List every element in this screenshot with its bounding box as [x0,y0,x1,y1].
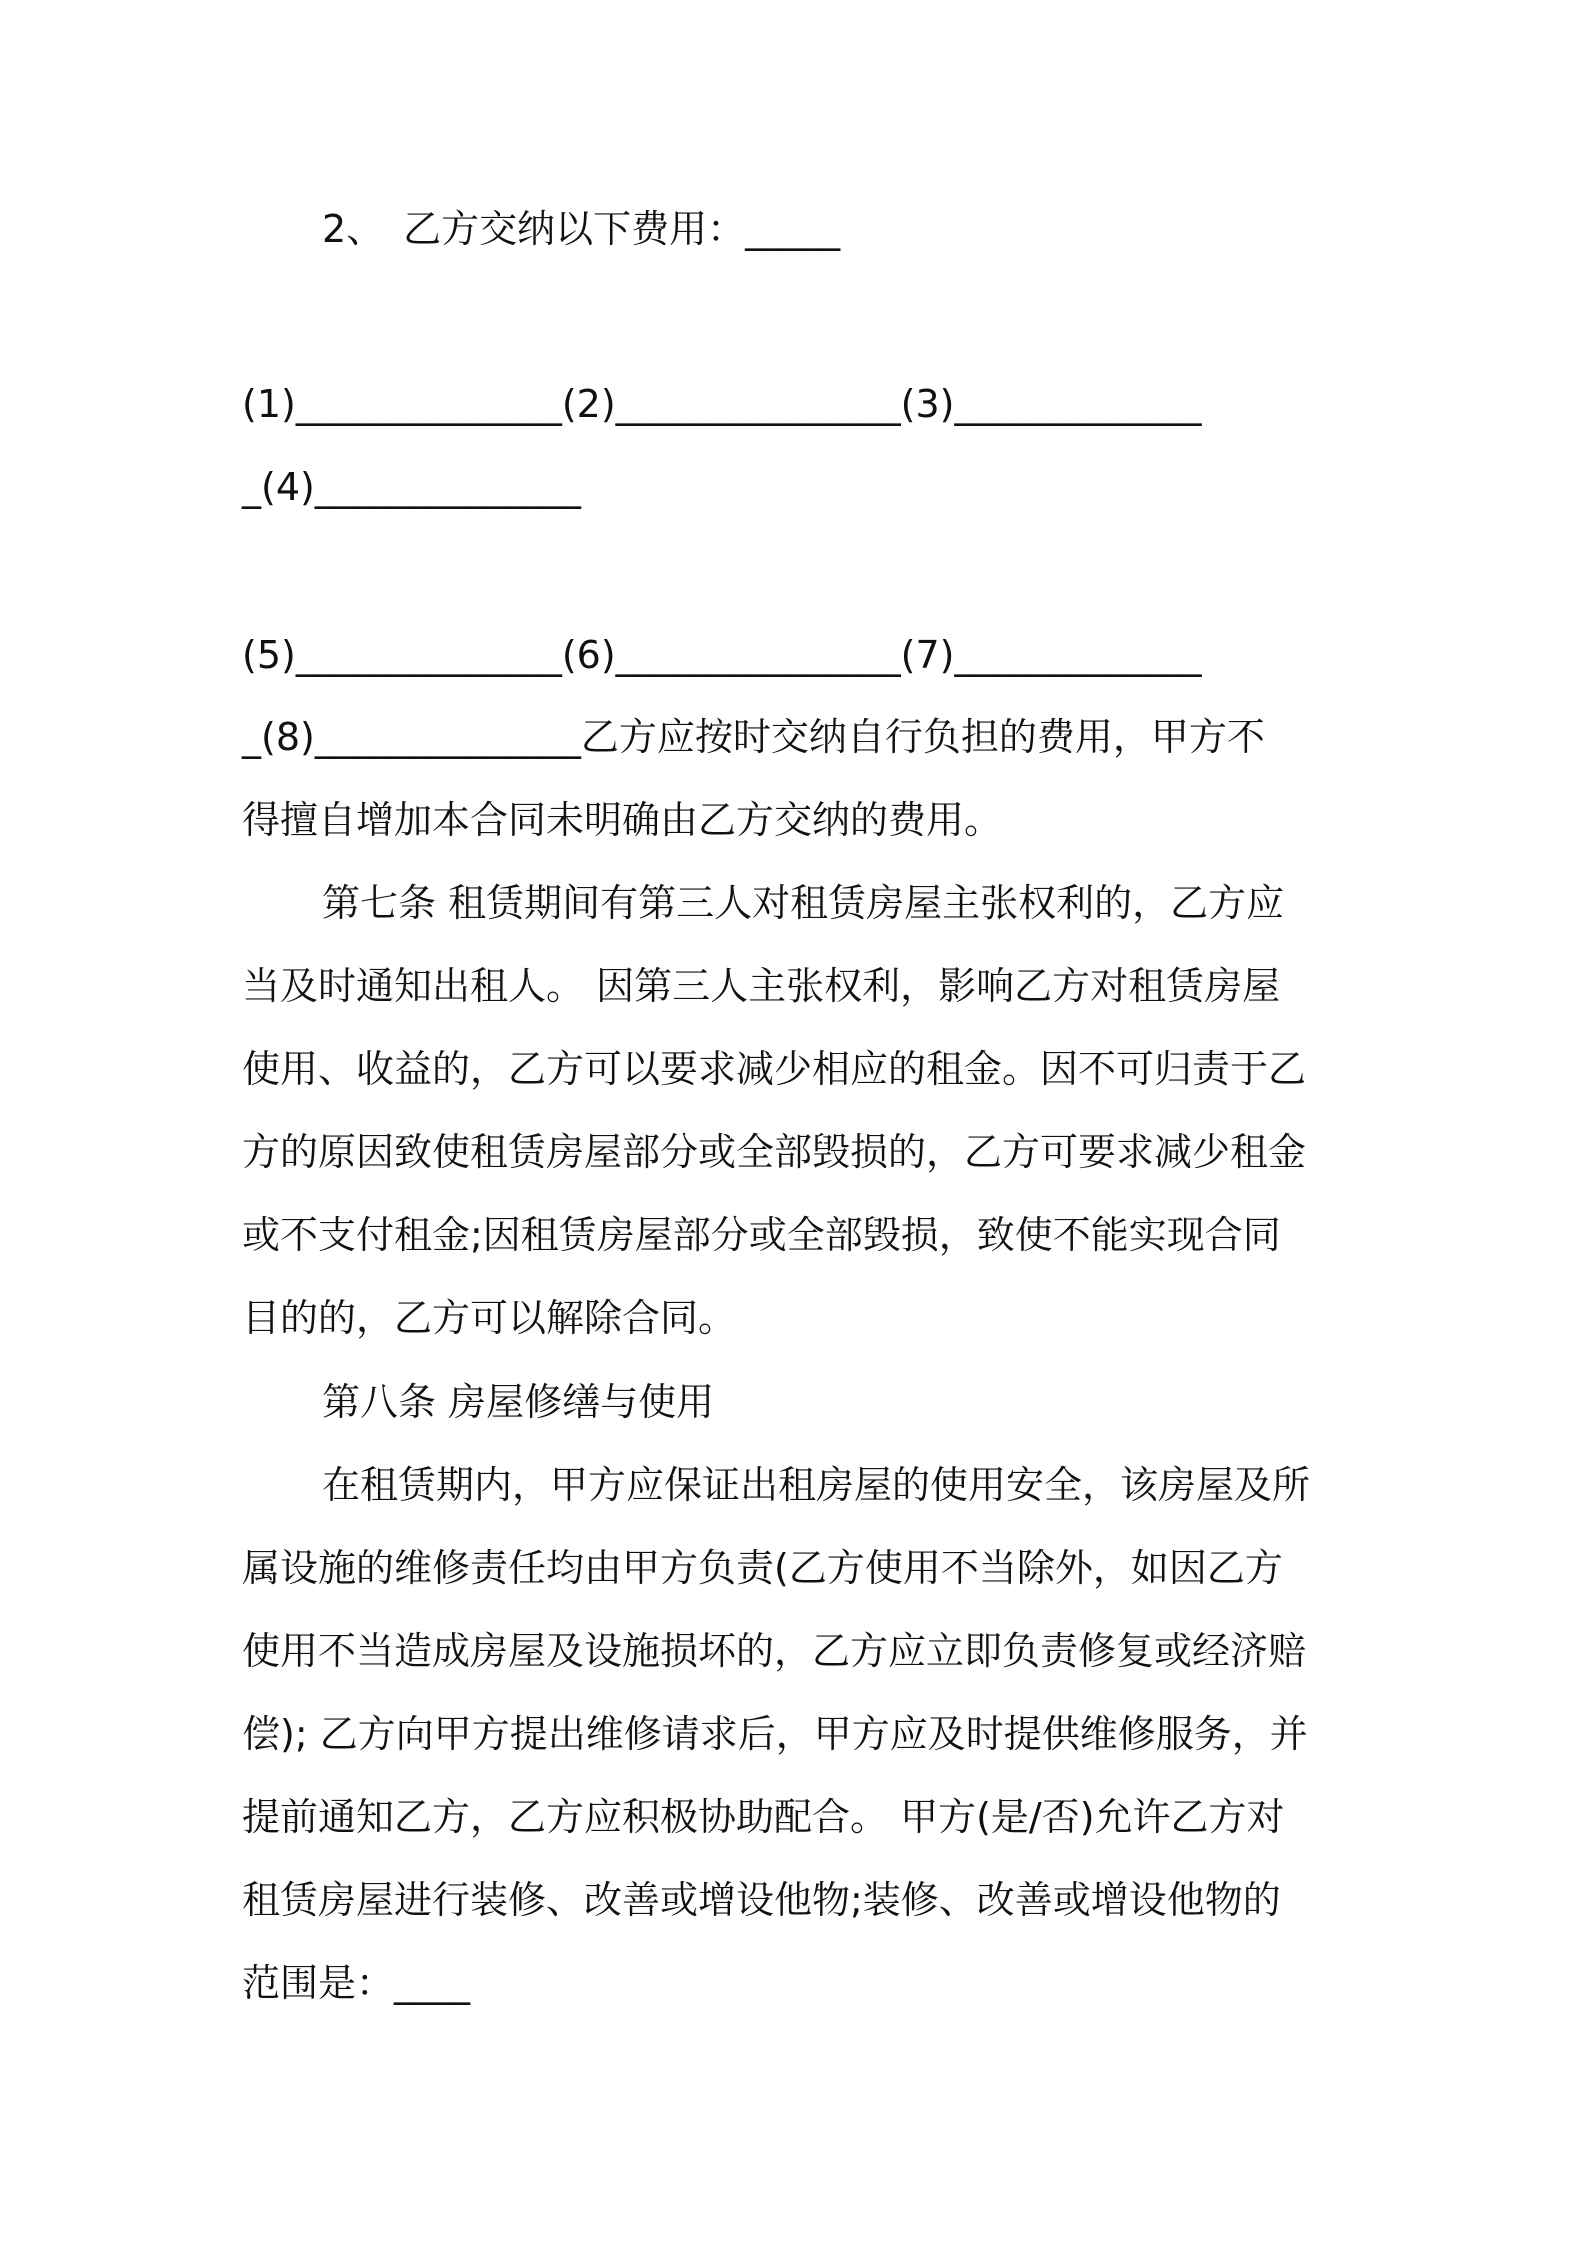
fee-heading: 2、 乙方交纳以下费用：_____ [322,207,841,251]
body-text-line: 偿); 乙方向甲方提出维修请求后，甲方应及时提供维修服务，并 [242,1712,1308,1756]
body-text-line: 或不支付租金;因租赁房屋部分或全部毁损，致使不能实现合同 [242,1213,1281,1257]
body-text-line: 属设施的维修责任均由甲方负责(乙方使用不当除外，如因乙方 [242,1546,1283,1590]
body-text-line: 使用、收益的，乙方可以要求减少相应的租金。因不可归责于乙 [242,1047,1307,1091]
body-text-line: 租赁房屋进行装修、改善或增设他物;装修、改善或增设他物的 [242,1878,1281,1922]
fee-blanks-line-3: (5)______________(6)_______________(7)_____________ [242,633,1202,677]
body-text-line: 得擅自增加本合同未明确由乙方交纳的费用。 [242,798,1003,842]
fee-blanks-line-2: _(4)______________ [242,465,581,509]
body-text-line: 范围是：____ [242,1961,471,2005]
body-text-line: 目的的，乙方可以解除合同。 [242,1296,737,1340]
article-8-heading: 第八条 房屋修缮与使用 [322,1380,715,1424]
body-text-line: 当及时通知出租人。 因第三人主张权利，影响乙方对租赁房屋 [242,964,1281,1008]
article-7-heading-line: 第七条 租赁期间有第三人对租赁房屋主张权利的，乙方应 [322,881,1285,925]
fee-blanks-line-1: (1)______________(2)_______________(3)_____________ [242,382,1202,426]
body-text-line: 使用不当造成房屋及设施损坏的，乙方应立即负责修复或经济赔 [242,1629,1307,1673]
body-text-line: 在租赁期内，甲方应保证出租房屋的使用安全，该房屋及所 [322,1463,1311,1507]
body-text-line: 方的原因致使租赁房屋部分或全部毁损的，乙方可要求减少租金 [242,1130,1307,1174]
fee-blanks-line-4: _(8)______________乙方应按时交纳自行负担的费用，甲方不 [242,715,1265,759]
body-text-line: 提前通知乙方，乙方应积极协助配合。 甲方(是/否)允许乙方对 [242,1795,1285,1839]
